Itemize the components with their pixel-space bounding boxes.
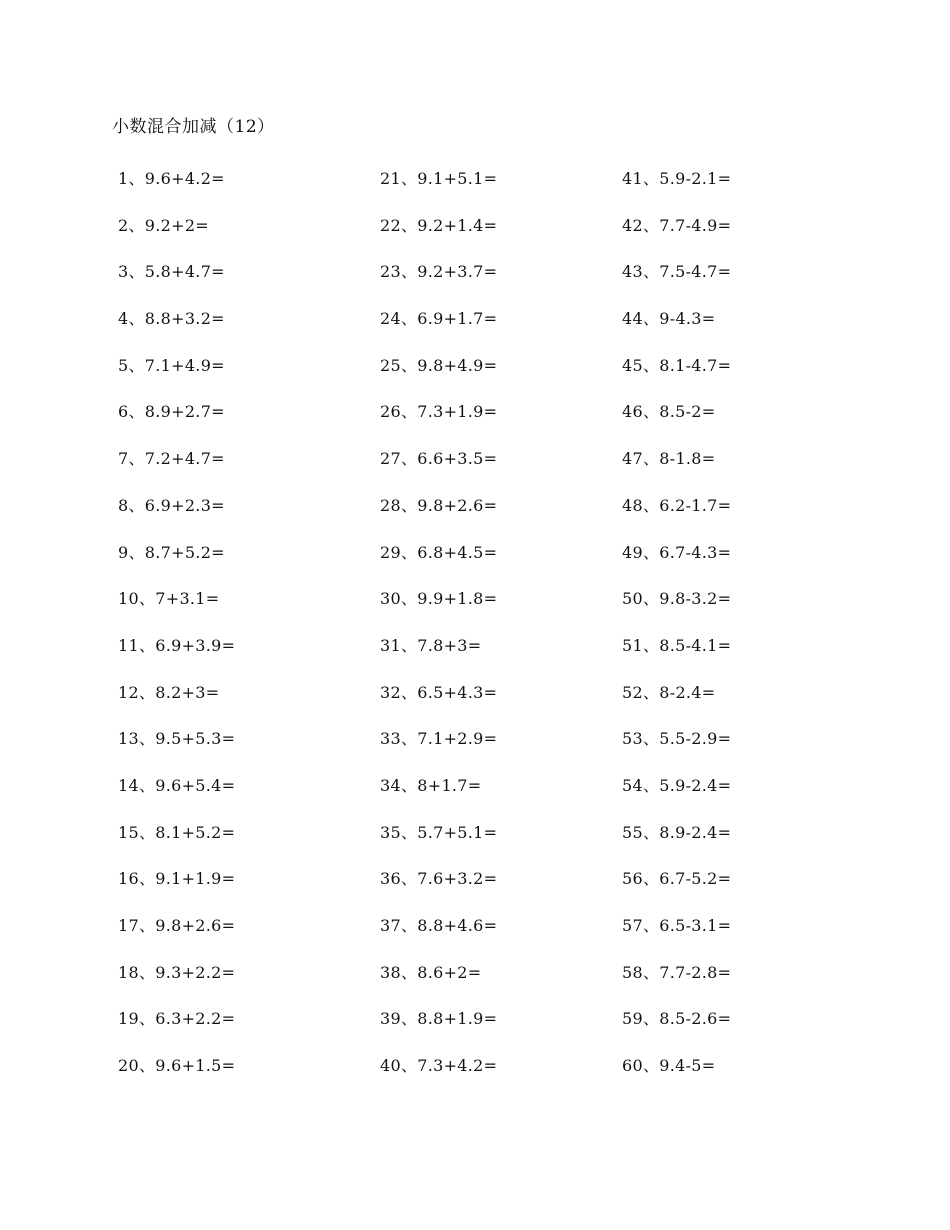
problem-1: 1、9.6+4.2= bbox=[118, 169, 225, 188]
problem-41: 41、5.9-2.1= bbox=[622, 169, 732, 188]
problem-5: 5、7.1+4.9= bbox=[118, 355, 225, 375]
problem-26: 26、7.3+1.9= bbox=[380, 402, 498, 422]
problem-2: 2、9.2+2= bbox=[118, 215, 210, 235]
problem-33: 33、7.1+2.9= bbox=[380, 729, 498, 749]
problem-11: 11、6.9+3.9= bbox=[118, 635, 236, 655]
problem-55: 55、8.9-2.4= bbox=[622, 822, 732, 842]
problem-35: 35、5.7+5.1= bbox=[380, 822, 498, 842]
problem-9: 9、8.7+5.2= bbox=[118, 542, 225, 562]
problem-22: 22、9.2+1.4= bbox=[380, 215, 498, 235]
problem-39: 39、8.8+1.9= bbox=[380, 1009, 498, 1029]
problem-57: 57、6.5-3.1= bbox=[622, 916, 732, 935]
problem-49: 49、6.7-4.3= bbox=[622, 542, 732, 562]
problem-17: 17、9.8+2.6= bbox=[118, 916, 236, 935]
problem-60: 60、9.4-5= bbox=[622, 1056, 716, 1076]
problem-column-1 bbox=[118, 166, 358, 1100]
problem-15: 15、8.1+5.2= bbox=[118, 822, 236, 842]
problem-21: 21、9.1+5.1= bbox=[380, 169, 498, 188]
problem-7: 7、7.2+4.7= bbox=[118, 449, 225, 469]
problem-25: 25、9.8+4.9= bbox=[380, 355, 498, 375]
problem-42: 42、7.7-4.9= bbox=[622, 215, 732, 235]
problem-43: 43、7.5-4.7= bbox=[622, 262, 732, 282]
problem-31: 31、7.8+3= bbox=[380, 635, 482, 655]
problem-37: 37、8.8+4.6= bbox=[380, 916, 498, 935]
problem-47: 47、8-1.8= bbox=[622, 449, 716, 469]
problem-30: 30、9.9+1.8= bbox=[380, 589, 498, 609]
problem-46: 46、8.5-2= bbox=[622, 402, 716, 422]
problem-6: 6、8.9+2.7= bbox=[118, 402, 225, 422]
problem-50: 50、9.8-3.2= bbox=[622, 589, 732, 609]
problem-48: 48、6.2-1.7= bbox=[622, 495, 732, 515]
problem-27: 27、6.6+3.5= bbox=[380, 449, 498, 469]
problem-56: 56、6.7-5.2= bbox=[622, 869, 732, 889]
problem-19: 19、6.3+2.2= bbox=[118, 1009, 236, 1029]
problem-12: 12、8.2+3= bbox=[118, 682, 220, 702]
problem-14: 14、9.6+5.4= bbox=[118, 775, 236, 795]
problem-36: 36、7.6+3.2= bbox=[380, 869, 498, 889]
problem-18: 18、9.3+2.2= bbox=[118, 962, 236, 982]
problem-28: 28、9.8+2.6= bbox=[380, 495, 498, 515]
problem-3: 3、5.8+4.7= bbox=[118, 262, 225, 282]
problem-52: 52、8-2.4= bbox=[622, 682, 716, 702]
problem-16: 16、9.1+1.9= bbox=[118, 869, 236, 889]
problem-58: 58、7.7-2.8= bbox=[622, 962, 732, 982]
problem-32: 32、6.5+4.3= bbox=[380, 682, 498, 702]
problem-29: 29、6.8+4.5= bbox=[380, 542, 498, 562]
problem-8: 8、6.9+2.3= bbox=[118, 495, 225, 515]
problem-54: 54、5.9-2.4= bbox=[622, 775, 732, 795]
problem-24: 24、6.9+1.7= bbox=[380, 309, 498, 329]
problem-column-3 bbox=[622, 166, 862, 1100]
worksheet-title: 小数混合加减（12） bbox=[112, 117, 275, 137]
problem-column-2 bbox=[380, 166, 620, 1100]
problem-10: 10、7+3.1= bbox=[118, 589, 220, 609]
problem-59: 59、8.5-2.6= bbox=[622, 1009, 732, 1029]
problem-45: 45、8.1-4.7= bbox=[622, 355, 732, 375]
problem-51: 51、8.5-4.1= bbox=[622, 635, 732, 655]
problem-4: 4、8.8+3.2= bbox=[118, 309, 225, 329]
problem-38: 38、8.6+2= bbox=[380, 962, 482, 982]
problem-44: 44、9-4.3= bbox=[622, 309, 716, 329]
problem-40: 40、7.3+4.2= bbox=[380, 1056, 498, 1076]
problem-23: 23、9.2+3.7= bbox=[380, 262, 498, 282]
problem-34: 34、8+1.7= bbox=[380, 775, 482, 795]
problem-53: 53、5.5-2.9= bbox=[622, 729, 732, 749]
problem-20: 20、9.6+1.5= bbox=[118, 1056, 236, 1076]
problem-13: 13、9.5+5.3= bbox=[118, 729, 236, 749]
